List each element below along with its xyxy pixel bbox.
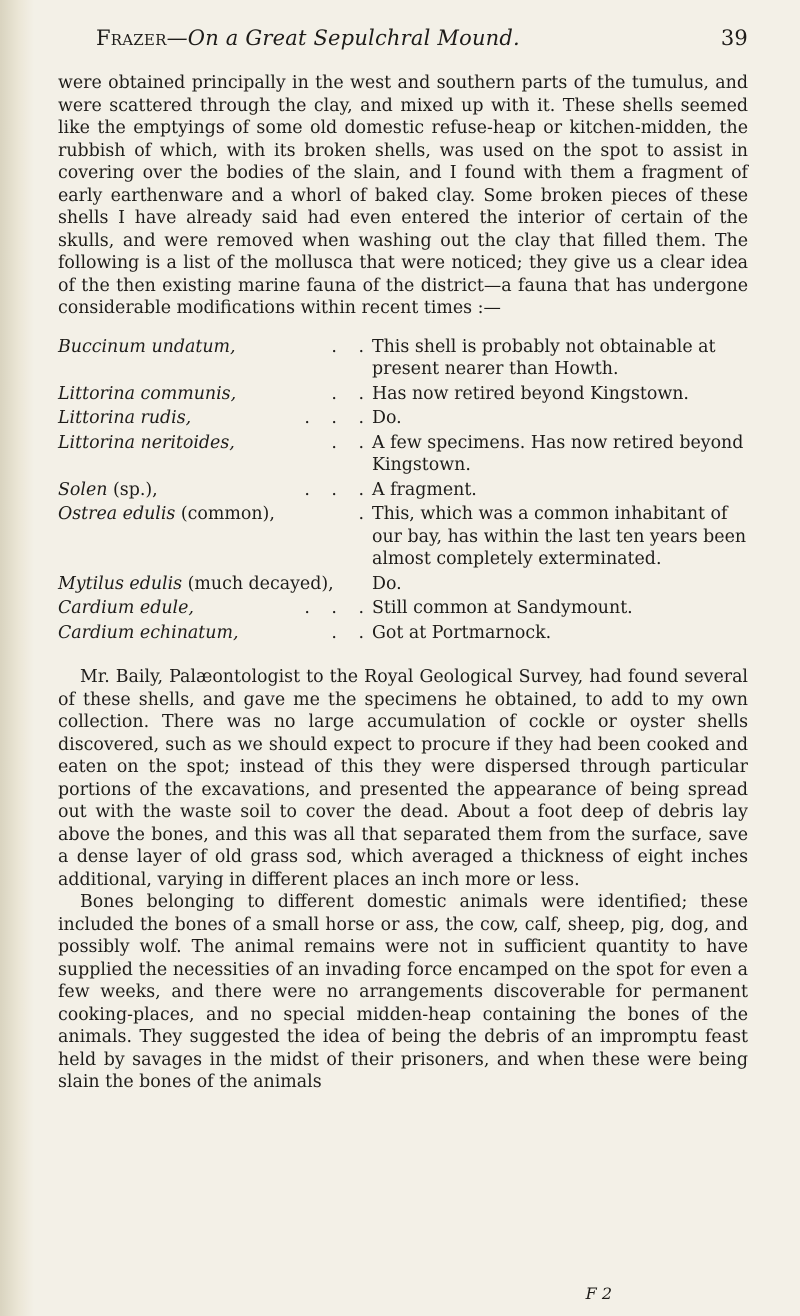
species-name: Mytilus edulis [58, 573, 183, 594]
species-name: Cardium edule, [58, 598, 194, 618]
dot-leaders: . [358, 504, 372, 524]
dot-leaders: . . [331, 622, 372, 643]
running-title-rest: —On a Great Sepulchral Mound. [166, 26, 520, 50]
mollusca-row [58, 432, 748, 479]
species-note: Has now retired beyond Kingstown. [372, 383, 689, 404]
species-name: Littorina neritoides, [58, 432, 235, 453]
running-head [58, 26, 748, 60]
species-name: Littorina rudis, [58, 408, 192, 428]
species-cell [58, 479, 372, 504]
dot-leaders: . . [331, 336, 372, 357]
mollusca-row [58, 336, 748, 383]
body-paragraphs [58, 666, 748, 1094]
species-note: This shell is probably not obtainable at present nearer than Howth. [372, 336, 716, 379]
species-cell [58, 622, 372, 647]
page-gutter-shadow [0, 0, 34, 1316]
species-note: Got at Portmarnock. [372, 622, 552, 643]
running-title [96, 26, 520, 50]
species-name: Cardium echinatum, [58, 622, 239, 643]
mollusca-row [58, 407, 748, 432]
mollusca-row [58, 622, 748, 647]
species-qualifier: (sp.), [107, 479, 158, 500]
mollusca-list [58, 336, 748, 647]
signature-mark: F 2 [585, 1284, 612, 1303]
species-cell [58, 407, 372, 432]
species-cell [58, 573, 372, 598]
dot-leaders: . . . [304, 479, 372, 500]
species-name: Littorina communis, [58, 383, 237, 404]
dot-leaders: . . . [304, 408, 372, 428]
species-cell [58, 597, 372, 622]
species-cell [58, 383, 372, 408]
species-note: Do. [372, 408, 402, 428]
species-note: A few specimens. Has now retired beyond Kingstown. [372, 432, 744, 475]
species-qualifier: (much decayed), [182, 573, 334, 594]
species-note: Still common at Sandymount. [372, 598, 633, 618]
mollusca-row [58, 479, 748, 504]
mollusca-list-body [58, 336, 748, 647]
species-name: Buccinum undatum, [58, 336, 236, 357]
intro-paragraph: were obtained principally in the west and southern parts of the tumulus, and were scattered through the clay, and mixed up with it. These shells seemed like the emptyings of some old domestic refuse-heap or kitchen-midden, the rubbish of which, with its broken shells, was used on the spot to assist in covering over the bodies of the slain, and I found with them a fragment of early earthenware and a whorl of baked clay. Some broken pieces of these shells I have already said had even entered the interior of certain of the skulls, and were removed when washing out the clay that filled them. The following is a list of the mollusca that were noticed; they give us a clear idea of the then existing marine fauna of the district—a fauna that has undergone considerable modifications within recent times :— [58, 73, 748, 318]
species-note: A fragment. [372, 479, 477, 500]
mollusca-row [58, 573, 748, 598]
dot-leaders: . . [331, 383, 372, 404]
mollusca-row [58, 503, 748, 573]
mollusca-row [58, 597, 748, 622]
mollusca-row [58, 383, 748, 408]
paragraph-bones: Bones belonging to different domestic animals were identified; these included the bones of a small horse or ass, the cow, calf, sheep, pig, dog, and possibly wolf. The animal remains were not in sufficient quantity to have supplied the necessities of an invading force encamped on the spot for even a few weeks, and there were no arrangements discoverable for permanent cooking-places, and no special midden-heap containing the bones of the animals. They suggested the idea of being the debris of an impromptu feast held by savages in the midst of their prisoners, and when these were being slain the bones of the animals [58, 892, 748, 1092]
species-cell [58, 432, 372, 479]
species-cell [58, 503, 372, 573]
running-title-author: Frazer [96, 26, 167, 50]
page-number: 39 [720, 26, 748, 50]
dot-leaders: . . [331, 432, 372, 453]
species-note: This, which was a common inhabitant of our bay, has within the last ten years been almost completely exterminated. [372, 504, 747, 569]
species-name: Ostrea edulis [58, 504, 176, 524]
dot-leaders: . . . [304, 598, 372, 618]
species-note: Do. [372, 573, 402, 594]
species-qualifier: (common), [175, 504, 275, 524]
species-cell [58, 336, 372, 383]
species-name: Solen [58, 479, 108, 500]
book-page [58, 26, 748, 1094]
paragraph-baily: Mr. Baily, Palæontologist to the Royal Geological Survey, had found several of these shells, and gave me the specimens he obtained, to add to my own collection. There was no large accumulation of cockle or oyster shells discovered, such as we should expect to procure if they had been cooked and eaten on the spot; instead of this they were dispersed through particular portions of the excavations, and presented the appearance of being spread out with the waste soil to cover the dead. About a foot deep of debris lay above the bones, and this was all that separated them from the surface, save a dense layer of old grass sod, which averaged a thickness of eight inches additional, varying in different places an inch more or less. [58, 667, 748, 890]
